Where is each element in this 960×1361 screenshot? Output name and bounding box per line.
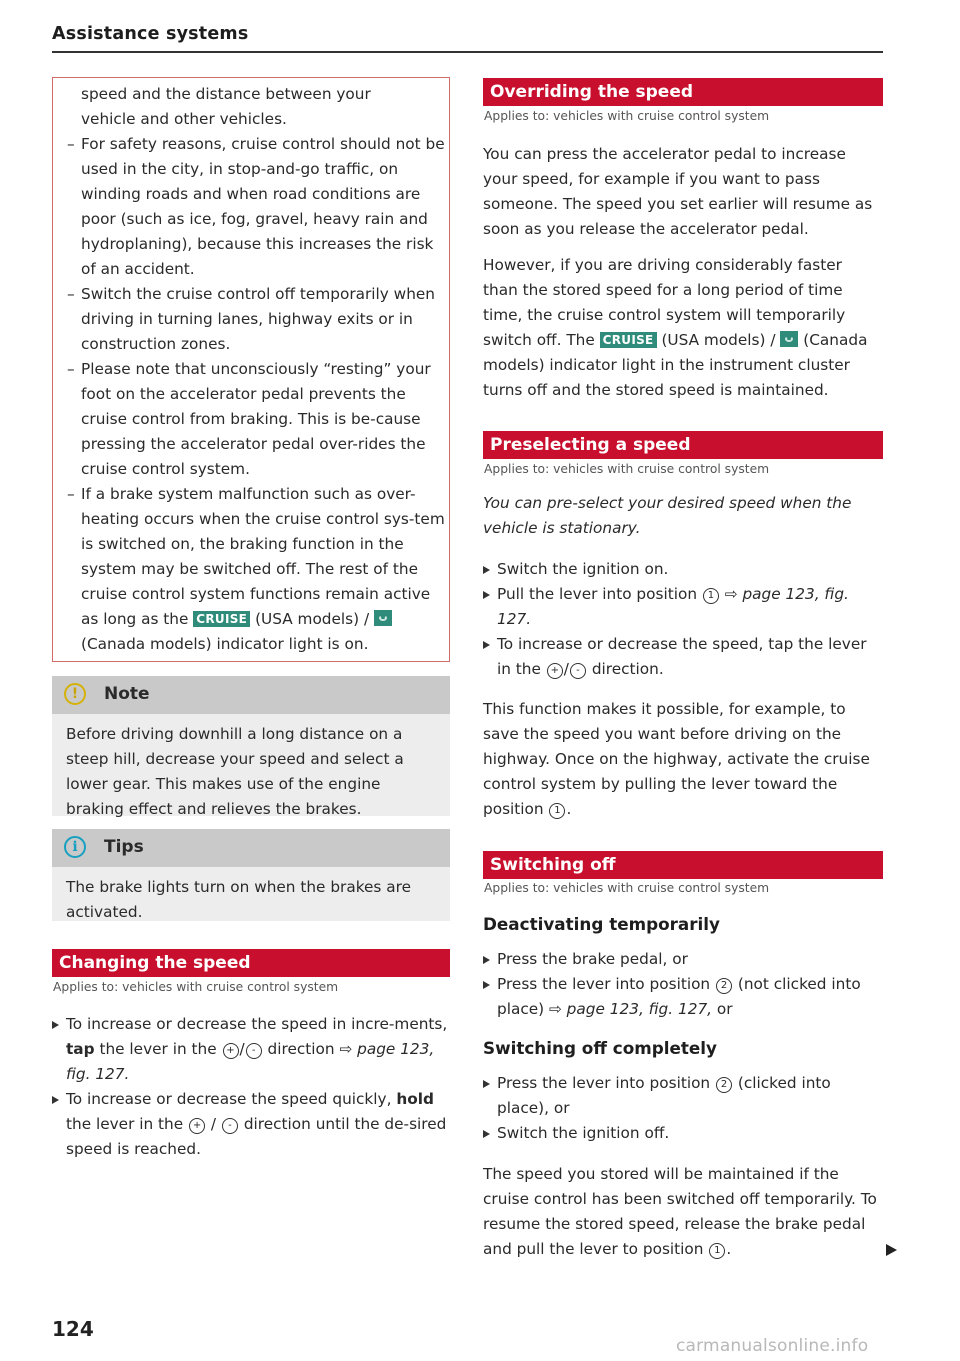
step-text: Pull the lever into position	[497, 585, 698, 603]
minus-symbol-icon: -	[222, 1118, 238, 1134]
warning-item-text: If a brake system malfunction such as over-heating occurs when the cruise control sys-tem is switched on, the braking function in the system may be switched off. The rest of the cruise control system functions remain active as long as the	[81, 485, 445, 628]
warning-item-text: (USA models) /	[255, 610, 370, 628]
paragraph-text: .	[566, 800, 572, 818]
position-2-symbol-icon: 2	[716, 978, 732, 994]
step-item: Press the brake pedal, or	[483, 947, 881, 972]
slash-text: /	[563, 660, 569, 678]
step-item	[483, 632, 881, 682]
position-1-symbol-icon: 1	[703, 588, 719, 604]
step-text: direction.	[591, 660, 664, 678]
note-text: Before driving downhill a long distance on a steep hill, decrease your speed and select a lower gear. This makes use of the engine braking effect and relieves the brakes.	[66, 725, 404, 818]
cruise-indicator-icon: CRUISE	[600, 332, 657, 348]
position-1-symbol-icon: 1	[709, 1243, 725, 1259]
info-icon: i	[64, 836, 86, 858]
paragraph-text: However, if you are driving considerably faster than the stored speed for a long period of time time, the cruise control system will temporarily switch off. The	[483, 256, 846, 349]
page-number: 124	[52, 1317, 94, 1341]
step-item: Switch the ignition on.	[483, 557, 881, 582]
step-item: Switch the ignition off.	[483, 1121, 881, 1146]
deactivating-steps	[483, 947, 881, 1022]
tips-label: Tips	[104, 837, 144, 857]
step-emphasis: hold	[396, 1090, 434, 1108]
step-item	[483, 582, 881, 632]
paragraph-text: This function makes it possible, for example, to save the speed you want before driving on the highway. Once on the highway, activate the cruise control system by pulling the lever toward the position	[483, 700, 870, 818]
paragraph-text: .	[726, 1240, 732, 1258]
header-rule	[52, 51, 883, 53]
warning-line: speed and the distance between your	[81, 85, 371, 103]
step-item	[483, 972, 881, 1022]
applies-to: Applies to: vehicles with cruise control system	[484, 881, 770, 895]
section-title-changing-speed: Changing the speed	[52, 949, 450, 977]
step-item	[52, 1012, 450, 1087]
step-text: Press the lever into position	[497, 975, 711, 993]
subheading-deactivating: Deactivating temporarily	[483, 914, 720, 934]
continue-arrow-icon	[886, 1244, 897, 1256]
cruise-indicator-icon: CRUISE	[193, 611, 250, 627]
preselecting-intro: You can pre-select your desired speed when the vehicle is stationary.	[483, 494, 852, 537]
tips-header	[52, 829, 450, 867]
warning-item-last	[67, 482, 447, 657]
canada-cruise-indicator-icon	[780, 331, 798, 347]
step-item	[52, 1087, 450, 1162]
warning-item: – Please note that unconsciously “resting” your foot on the accelerator pedal prevents the cruise control from braking. This is be-cause pressing the accelerator pedal over-rides the cruise control system.	[67, 357, 447, 482]
overriding-paragraph-2	[483, 253, 881, 403]
paragraph-text: (USA models) /	[661, 331, 776, 349]
page-reference-link[interactable]: ⇨ page 123, fig. 127.	[66, 1040, 435, 1083]
page-reference-link[interactable]: ⇨ page 123, fig. 127.	[497, 585, 849, 628]
slash-text: /	[210, 1115, 217, 1133]
step-text: (not clicked into place)	[497, 975, 861, 1018]
overriding-paragraph-1: You can press the accelerator pedal to increase your speed, for example if you want to pass someone. The speed you set earlier will resume as soon as you release the accelerator pedal.	[483, 145, 873, 238]
step-emphasis: tap	[66, 1040, 95, 1058]
note-header	[52, 676, 450, 714]
plus-symbol-icon: +	[189, 1118, 205, 1134]
exclamation-icon: !	[64, 683, 86, 705]
step-text: (clicked into place), or	[497, 1074, 831, 1117]
page-header-title: Assistance systems	[52, 24, 249, 44]
applies-to: Applies to: vehicles with cruise control system	[484, 462, 770, 476]
section-title-preselecting-speed: Preselecting a speed	[483, 431, 883, 459]
switching-off-paragraph	[483, 1162, 881, 1262]
tips-text: The brake lights turn on when the brakes are activated.	[66, 878, 412, 921]
position-2-symbol-icon: 2	[716, 1077, 732, 1093]
paragraph-text: (Canada models) indicator light in the instrument cluster turns off and the stored speed is maintained.	[483, 331, 868, 399]
slash-text: /	[239, 1040, 245, 1058]
step-text: To increase or decrease the speed quickly,	[66, 1090, 392, 1108]
paragraph-text: The speed you stored will be maintained if the cruise control has been switched off temporarily. To resume the stored speed, release the brake pedal and pull the lever to position	[483, 1165, 877, 1258]
section-title-switching-off: Switching off	[483, 851, 883, 879]
step-text: To increase or decrease the speed in incre-ments,	[66, 1015, 448, 1033]
minus-symbol-icon: -	[570, 663, 586, 679]
plus-symbol-icon: +	[223, 1043, 239, 1059]
watermark: carmanualsonline.info	[676, 1336, 869, 1356]
step-text: direction until the de-sired speed is reached.	[66, 1115, 447, 1158]
step-text: direction	[267, 1040, 335, 1058]
applies-to: Applies to: vehicles with cruise control system	[484, 109, 770, 123]
preselecting-paragraph	[483, 697, 881, 822]
warning-text	[67, 82, 447, 657]
applies-to: Applies to: vehicles with cruise control system	[53, 980, 339, 994]
warning-item-text: (Canada models) indicator light is on.	[81, 635, 369, 653]
position-1-symbol-icon: 1	[549, 803, 565, 819]
note-body	[52, 714, 450, 816]
warning-line: vehicle and other vehicles.	[81, 110, 287, 128]
canada-cruise-indicator-icon	[374, 610, 392, 626]
step-item	[483, 1071, 881, 1121]
step-text: or	[716, 1000, 733, 1018]
changing-speed-steps	[52, 1012, 450, 1162]
warning-item: – For safety reasons, cruise control should not be used in the city, in stop-and-go traffic, on winding roads and when road conditions are poor (such as ice, fog, gravel, heavy rain and hydroplaning), because this increases the risk of an accident.	[67, 132, 447, 282]
warning-item: – Switch the cruise control off temporarily when driving in turning lanes, highway exits or in construction zones.	[67, 282, 447, 357]
switching-off-steps	[483, 1071, 881, 1146]
page-reference-link[interactable]: ⇨ page 123, fig. 127,	[549, 1000, 713, 1018]
step-text: the lever in the	[66, 1115, 184, 1133]
note-label: Note	[104, 684, 150, 704]
step-text: Press the lever into position	[497, 1074, 711, 1092]
plus-symbol-icon: +	[547, 663, 563, 679]
preselecting-steps	[483, 557, 881, 682]
subheading-switching-off-completely: Switching off completely	[483, 1038, 717, 1058]
step-text: the lever in the	[99, 1040, 217, 1058]
minus-symbol-icon: -	[246, 1043, 262, 1059]
section-title-overriding-speed: Overriding the speed	[483, 78, 883, 106]
warning-box	[52, 77, 450, 662]
step-text: To increase or decrease the speed, tap the lever in the	[497, 635, 867, 678]
tips-body	[52, 867, 450, 921]
